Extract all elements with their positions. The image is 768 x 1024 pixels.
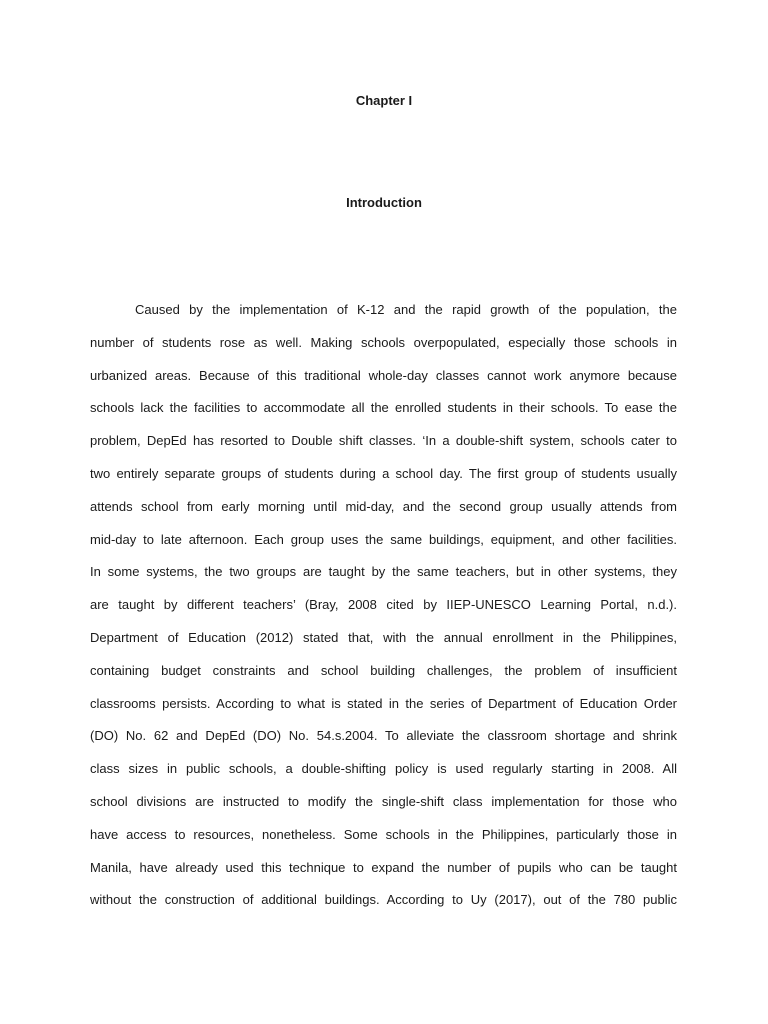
paragraph-line: Department of Education (2012) stated that, with the annual enrollment in the Philippines, — [90, 629, 677, 645]
paragraph-line: attends school from early morning until mid-day, and the second group usually attends from — [90, 498, 677, 514]
paragraph-line: are taught by different teachers’ (Bray, 2008 cited by IIEP-UNESCO Learning Portal, n.d.). — [90, 597, 677, 613]
paragraph-line: two entirely separate groups of students during a school day. The first group of students usually — [90, 465, 677, 481]
paragraph-line: school divisions are instructed to modify the single-shift class implementation for those who — [90, 793, 677, 809]
paragraph-line: Manila, have already used this technique to expand the number of pupils who can be taught — [90, 859, 677, 875]
paragraph-line: class sizes in public schools, a double-shifting policy is used regularly starting in 2008. All — [90, 761, 677, 777]
paragraph-line: number of students rose as well. Making schools overpopulated, especially those schools in — [90, 334, 677, 350]
paragraph-line: problem, DepEd has resorted to Double shift classes. ‘In a double-shift system, schools cater to — [90, 433, 677, 449]
introduction-paragraph — [90, 294, 677, 917]
paragraph-line: without the construction of additional buildings. According to Uy (2017), out of the 780 public — [90, 892, 677, 908]
section-title: Introduction — [346, 195, 422, 210]
paragraph-line: have access to resources, nonetheless. Some schools in the Philippines, particularly those in — [90, 826, 677, 842]
paragraph-line: mid-day to late afternoon. Each group uses the same buildings, equipment, and other facilities. — [90, 531, 677, 547]
paragraph-line: (DO) No. 62 and DepEd (DO) No. 54.s.2004. To alleviate the classroom shortage and shrink — [90, 728, 677, 744]
paragraph-line: Caused by the implementation of K-12 and the rapid growth of the population, the — [135, 302, 677, 317]
paragraph-line: urbanized areas. Because of this traditional whole-day classes cannot work anymore because — [90, 367, 677, 383]
chapter-title: Chapter I — [355, 93, 413, 108]
paragraph-line: classrooms persists. According to what is stated in the series of Department of Education Order — [90, 695, 677, 711]
paragraph-line: containing budget constraints and school building challenges, the problem of insufficient — [90, 662, 677, 678]
paragraph-line: schools lack the facilities to accommodate all the enrolled students in their schools. To ease the — [90, 400, 677, 416]
paragraph-line: In some systems, the two groups are taught by the same teachers, but in other systems, they — [90, 564, 677, 580]
